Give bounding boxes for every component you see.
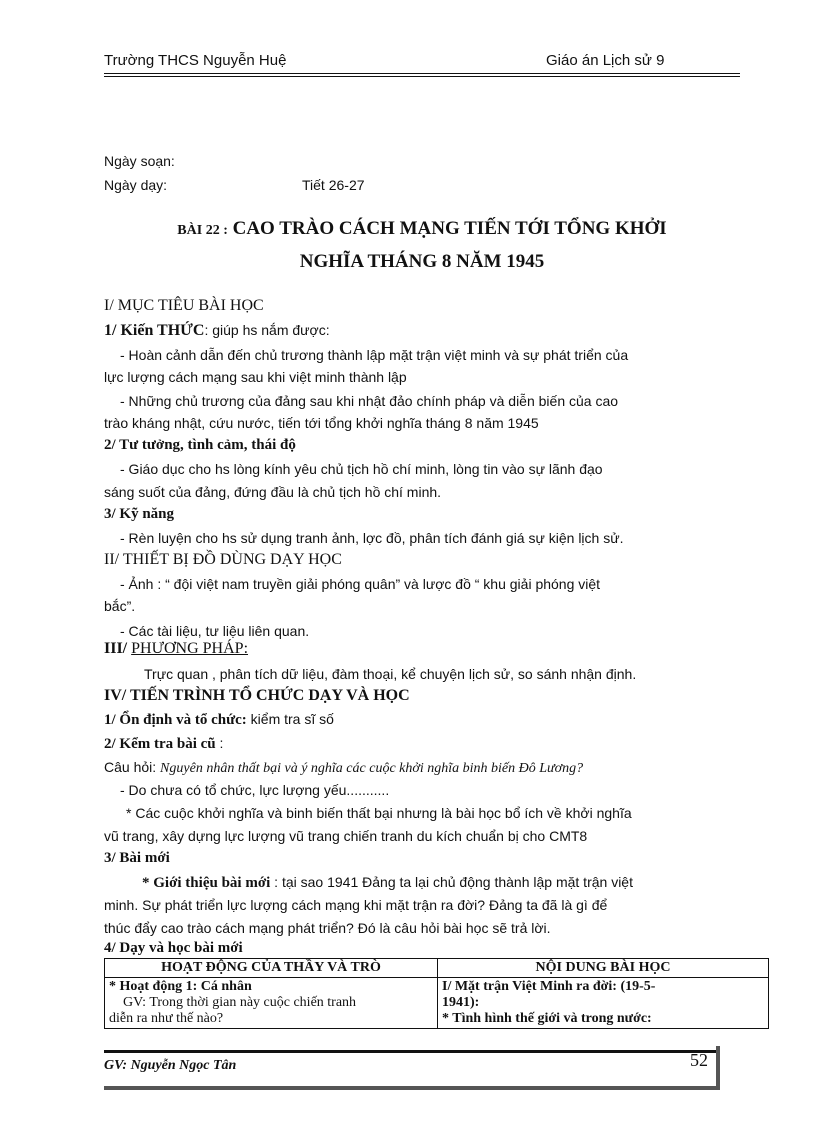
attitude-1a: - Giáo dục cho hs lòng kính yêu chủ tịch hồ chí minh, lòng tin vào sự lãnh đạo [120, 461, 603, 477]
intro-label: * Giới thiệu bài mới [142, 875, 271, 891]
section-4-1-rest: kiểm tra sĩ số [246, 711, 334, 727]
attitude-1b: sáng suốt của đảng, đứng đầu là chủ tịch hồ chí minh. [104, 484, 442, 500]
methods-text: Trực quan , phân tích dữ liệu, đàm thoại, kể chuyện lịch sử, so sánh nhận định. [144, 666, 637, 682]
section-4-3-title: 3/ Bài mới [104, 850, 170, 866]
section-4-2 [104, 735, 223, 753]
content-cell [438, 978, 769, 1029]
question-label: Câu hỏi: [104, 759, 161, 775]
lesson-table [104, 958, 769, 1029]
section-1-3-title: 3/ Kỹ năng [104, 506, 175, 522]
answer-2b: vũ trang, xây dựng lực lượng vũ trang chiến tranh du kích chuẩn bị cho CMT8 [104, 828, 588, 844]
objective-2b: trào kháng nhật, cứu nước, tiến tới tổng khởi nghĩa tháng 8 năm 1945 [104, 415, 539, 431]
lesson-title-line2: NGHĨA THÁNG 8 NĂM 1945 [299, 251, 545, 272]
table-header-row [105, 959, 769, 978]
header-school: Trường THCS Nguyễn Huệ [104, 52, 287, 69]
table-row [105, 978, 769, 1029]
content-heading-1-cont: 1941): [442, 995, 480, 1010]
section-1-1-rest: : giúp hs nắm được: [204, 322, 330, 338]
intro-text-b: minh. Sự phát triển lực lượng cách mạng khi mặt trận ra đời? Đảng ta đã là gì để [104, 897, 608, 913]
activity-1-question-cont: diễn ra như thế nào? [109, 1011, 224, 1026]
lesson-number: BÀI 22 : [177, 223, 228, 238]
section-4-1-title: 1/ Ổn định và tổ chức: [104, 712, 247, 728]
footer-shadow-bottom [104, 1086, 720, 1090]
page-number: 52 [690, 1050, 708, 1070]
prep-date-label: Ngày soạn: [104, 153, 175, 169]
section-4-2-rest: : [215, 735, 224, 751]
equipment-2: - Các tài liệu, tư liệu liên quan. [120, 623, 310, 639]
content-subheading: * Tình hình thế giới và trong nước: [442, 1011, 652, 1026]
activity-1-question: GV: Trong thời gian này cuộc chiến tranh [123, 995, 357, 1010]
section-3-number: III/ [104, 640, 132, 657]
period-label: Tiết 26-27 [302, 177, 365, 193]
footer-shadow-right [716, 1046, 720, 1086]
skill-1: - Rèn luyện cho hs sử dụng tranh ảnh, lợc đồ, phân tích đánh giá sự kiện lịch sử. [120, 530, 624, 546]
section-4-4-title: 4/ Dạy và học bài mới [104, 940, 243, 956]
objective-1a: - Hoàn cảnh dẫn đến chủ trương thành lập mặt trận việt minh và sự phát triển của [120, 347, 629, 363]
intro-text-c: thúc đẩy cao trào cách mạng phát triển? Đó là câu hỏi bài học sẽ trả lời. [104, 920, 551, 936]
section-1-1 [104, 322, 330, 340]
teach-date-label: Ngày dạy: [104, 177, 168, 193]
section-4-title: IV/ TIẾN TRÌNH TỔ CHỨC DẠY VÀ HỌC [104, 687, 410, 704]
intro-text-a: : tại sao 1941 Đảng ta lại chủ động thành lập mặt trận việt [270, 874, 633, 890]
review-question [104, 759, 583, 777]
section-4-1 [104, 711, 334, 729]
answer-1: - Do chưa có tổ chức, lực lượng yếu........... [120, 782, 390, 798]
section-2-title: II/ THIẾT BỊ ĐỒ DÙNG DẠY HỌC [104, 551, 342, 568]
col-activities-header: HOẠT ĐỘNG CỦA THẦY VÀ TRÒ [105, 959, 438, 978]
lesson-title-line1 [104, 218, 740, 240]
header-rule [104, 73, 740, 77]
intro-line-a [142, 874, 633, 892]
section-1-2-title: 2/ Tư tưởng, tình cảm, thái độ [104, 437, 296, 453]
section-3-title [104, 640, 248, 658]
activities-cell [105, 978, 438, 1029]
footer-teacher: GV: Nguyễn Ngọc Tân [104, 1058, 237, 1073]
equipment-1b: bắc”. [104, 598, 136, 614]
footer-rule [104, 1050, 716, 1053]
question-text: Nguyên nhân thất bại và ý nghĩa các cuộc khởi nghĩa binh biến Đô Lương? [160, 761, 584, 776]
answer-2a: * Các cuộc khởi nghĩa và binh biến thất bại nhưng là bài học bổ ích về khởi nghĩa [126, 805, 632, 821]
section-3-name: PHƯƠNG PHÁP: [131, 640, 249, 657]
section-4-2-title: 2/ Kểm tra bài cũ [104, 736, 216, 752]
content-heading-1: I/ Mặt trận Việt Minh ra đời: (19-5- [442, 979, 656, 994]
equipment-1a: - Ảnh : “ đội việt nam truyền giải phóng quân” và lược đồ “ khu giải phóng việt [120, 576, 601, 592]
section-1-1-title: 1/ Kiến THỨC [104, 322, 205, 339]
objective-2a: - Những chủ trương của đảng sau khi nhật đảo chính pháp và diễn biến của cao [120, 393, 619, 409]
section-1-title: I/ MỤC TIÊU BÀI HỌC [104, 297, 264, 314]
header-subject: Giáo án Lịch sử 9 [546, 52, 665, 69]
lesson-title-text1: CAO TRÀO CÁCH MẠNG TIẾN TỚI TỔNG KHỞI [232, 218, 667, 239]
objective-1b: lực lượng cách mạng sau khi việt minh thành lập [104, 369, 407, 385]
activity-1-title: * Hoạt động 1: Cá nhân [109, 979, 252, 994]
col-content-header: NỘI DUNG BÀI HỌC [438, 959, 769, 978]
